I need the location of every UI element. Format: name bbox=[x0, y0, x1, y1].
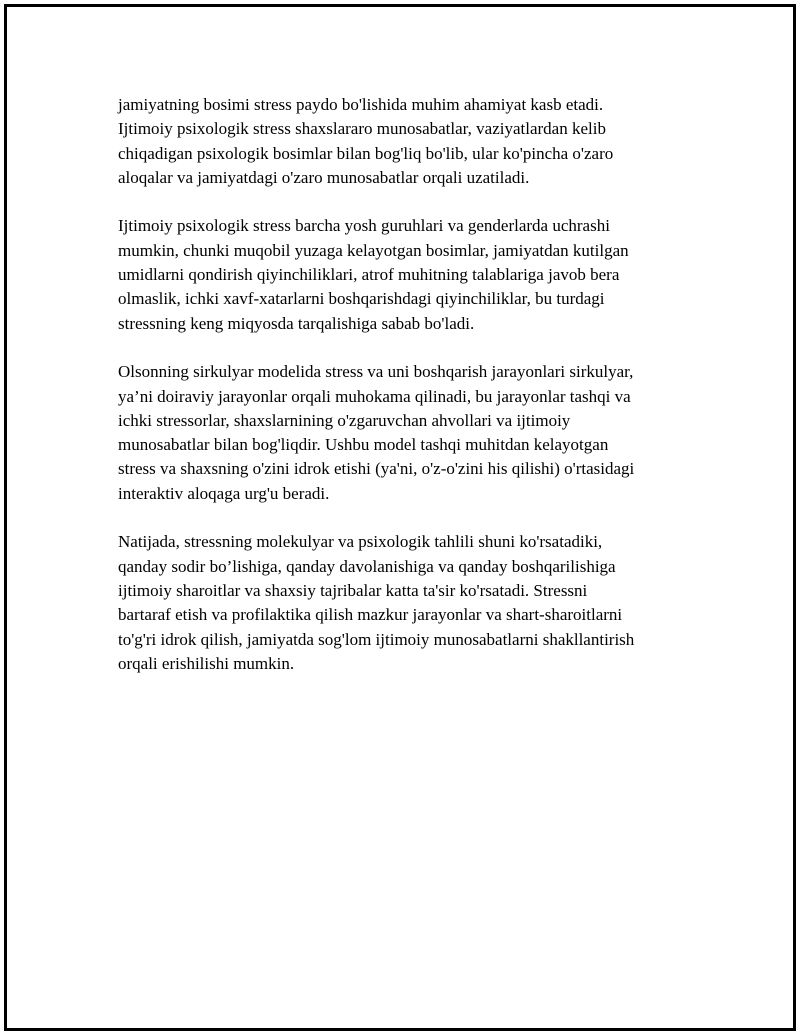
document-body bbox=[118, 93, 698, 700]
paragraph-3 bbox=[118, 360, 698, 506]
text-line: mumkin, chunki muqobil yuzaga kelayotgan bosimlar, jamiyatdan kutilgan bbox=[118, 240, 629, 260]
text-line: ya’ni doiraviy jarayonlar orqali muhokama qilinadi, bu jarayonlar tashqi va bbox=[118, 386, 631, 406]
text-line: Ijtimoiy psixologik stress shaxslararo munosabatlar, vaziyatlardan kelib bbox=[118, 119, 606, 139]
text-line: umidlarni qondirish qiyinchiliklari, atrof muhitning talablariga javob bera bbox=[118, 265, 620, 285]
text-line: aloqalar va jamiyatdagi o'zaro munosabatlar orqali uzatiladi. bbox=[118, 167, 530, 187]
text-line: bartaraf etish va profilaktika qilish mazkur jarayonlar va shart-sharoitlarni bbox=[118, 605, 623, 625]
text-line: qanday sodir bo’lishiga, qanday davolanishiga va qanday boshqarilishiga bbox=[118, 556, 616, 576]
text-line: orqali erishilishi mumkin. bbox=[118, 653, 295, 673]
text-line: jamiyatning bosimi stress paydo bo'lishida muhim ahamiyat kasb etadi. bbox=[118, 95, 604, 114]
text-line: Olsonning sirkulyar modelida stress va uni boshqarish jarayonlari sirkulyar, bbox=[118, 362, 634, 382]
text-line: interaktiv aloqaga urg'u beradi. bbox=[118, 483, 330, 503]
text-line: stressning keng miqyosda tarqalishiga sabab bo'ladi. bbox=[118, 313, 475, 333]
text-line: to'g'ri idrok qilish, jamiyatda sog'lom ijtimoiy munosabatlarni shakllantirish bbox=[118, 629, 635, 649]
text-line: stress va shaxsning o'zini idrok etishi (ya'ni, o'z-o'zini his qilishi) o'rtasidagi bbox=[118, 459, 635, 479]
text-line: ijtimoiy sharoitlar va shaxsiy tajribalar katta ta'sir ko'rsatadi. Stressni bbox=[118, 580, 588, 600]
paragraph-4 bbox=[118, 530, 698, 676]
text-line: ichki stressorlar, shaxslarnining o'zgaruvchan ahvollari va ijtimoiy bbox=[118, 410, 571, 430]
paragraph-1 bbox=[118, 93, 698, 190]
text-line: Ijtimoiy psixologik stress barcha yosh guruhlari va genderlarda uchrashi bbox=[118, 216, 610, 236]
text-line: munosabatlar bilan bog'liqdir. Ushbu model tashqi muhitdan kelayotgan bbox=[118, 435, 609, 455]
text-line: Natijada, stressning molekulyar va psixologik tahlili shuni ko'rsatadiki, bbox=[118, 532, 603, 552]
paragraph-2 bbox=[118, 214, 698, 335]
text-line: olmaslik, ichki xavf-xatarlarni boshqarishdagi qiyinchiliklar, bu turdagi bbox=[118, 289, 605, 309]
text-line: chiqadigan psixologik bosimlar bilan bog'liq bo'lib, ular ko'pincha o'zaro bbox=[118, 143, 614, 163]
